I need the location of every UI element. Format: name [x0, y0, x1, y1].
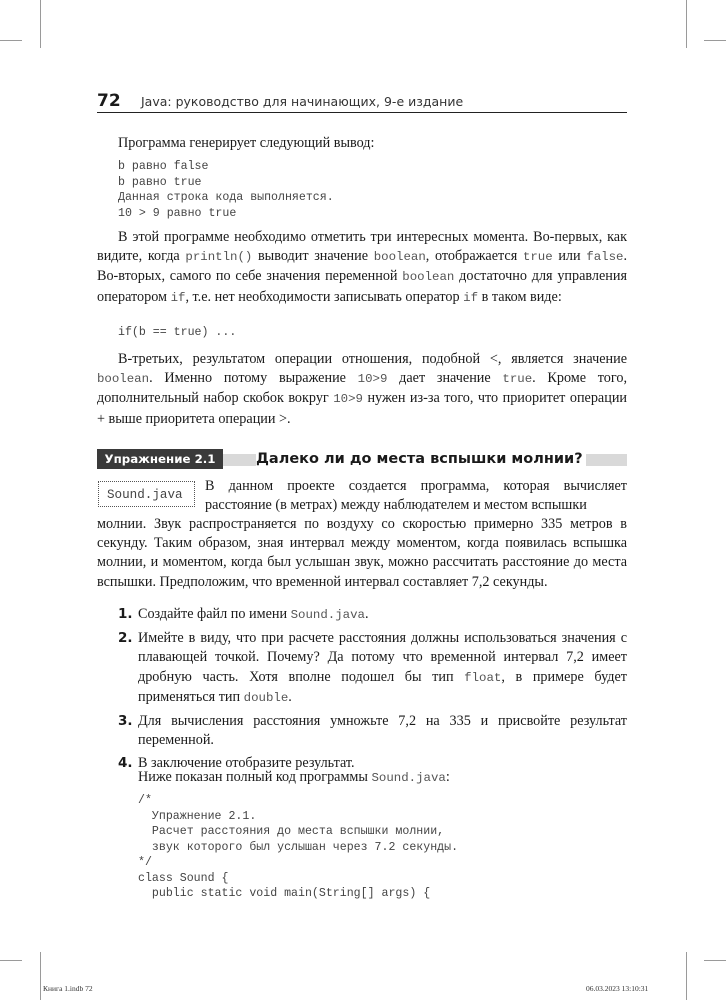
- exercise-title: Далеко ли до места вспышки молнии?: [256, 450, 586, 468]
- header-rule: [97, 112, 627, 113]
- footer-timestamp: 06.03.2023 13:10:31: [586, 984, 649, 993]
- exercise-paragraph-rest: молнии. Звук распространяется по воздуху со скоростью примерно 335 метров в секунду. Таким образом, зная интервал между моментом, когда появилась вспышка молнии, и моментом, когда был услышан звук, можно рассчитать расстояние до места вспышки. Предположим, что временной интервал составляет 7,2 секунды.: [97, 516, 627, 590]
- listing-intro: Ниже показан полный код программы Sound.java:: [138, 769, 450, 785]
- listing-code-block: /* Упражнение 2.1. Расчет расстояния до места вспышки молнии, звук которого был услышан через 7.2 секунды. */ class Sound { public static void main(String[] args) {: [138, 794, 459, 900]
- output-code-block: b равно false b равно true Данная строка кода выполняется. 10 > 9 равно true: [118, 160, 334, 220]
- footer-file-info: Книга 1.indb 72: [43, 984, 93, 993]
- paragraph-1: В этой программе необходимо отметить три интересных момента. Во-первых, как видите, когда println() выводит значение boolean, отображается true или false. Во-вторых, самого по себе значения переменной boolean достаточно для управления оператором if, т.е. нет необходимости записывать оператор if в таком виде:: [97, 229, 628, 305]
- crop-mark: [40, 0, 41, 48]
- list-item: 1. Создайте файл по имени Sound.java.: [118, 606, 369, 622]
- file-name-box: Sound.java: [98, 481, 195, 507]
- exercise-paragraph-start: В данном проекте создается программа, которая вычисляет расстояние (в метрах) между наблюдателем и местом вспышки: [205, 478, 627, 514]
- list-item: 4. В заключение отобразите результат.: [118, 755, 355, 772]
- crop-mark: [686, 952, 687, 1000]
- crop-mark: [704, 960, 726, 961]
- crop-mark: [686, 0, 687, 48]
- crop-mark: [704, 40, 726, 41]
- paragraph-2: В-третьих, результатом операции отношения, подобной <, является значение boolean. Именно потому выражение 10>9 дает значение true. Кроме того, дополнительный набор скобок вокруг 10>9 нужен из-за того, что приоритет операции + выше приоритета операции >.: [97, 351, 627, 427]
- crop-mark: [0, 40, 22, 41]
- page-number: 72: [97, 91, 121, 111]
- crop-mark: [40, 952, 41, 1000]
- intro-paragraph: Программа генерирует следующий вывод:: [118, 135, 375, 151]
- running-title: Java: руководство для начинающих, 9-е издание: [141, 94, 464, 109]
- if-code-line: if(b == true) ...: [118, 326, 237, 339]
- steps-list: [118, 605, 627, 778]
- list-item: 2. Имейте в виду, что при расчете расстояния должны использоваться значения с плавающей точкой. Почему? Да потому что временной интервал 7,2 имеет дробную часть. Хотя вполне подошел бы тип float, в примере будет применяться тип double.: [118, 630, 627, 705]
- page-header: [97, 91, 627, 113]
- list-item: 3. Для вычисления расстояния умножьте 7,2 на 335 и присвойте результат переменной.: [118, 713, 627, 749]
- exercise-badge: Упражнение 2.1: [97, 449, 223, 469]
- crop-mark: [0, 960, 22, 961]
